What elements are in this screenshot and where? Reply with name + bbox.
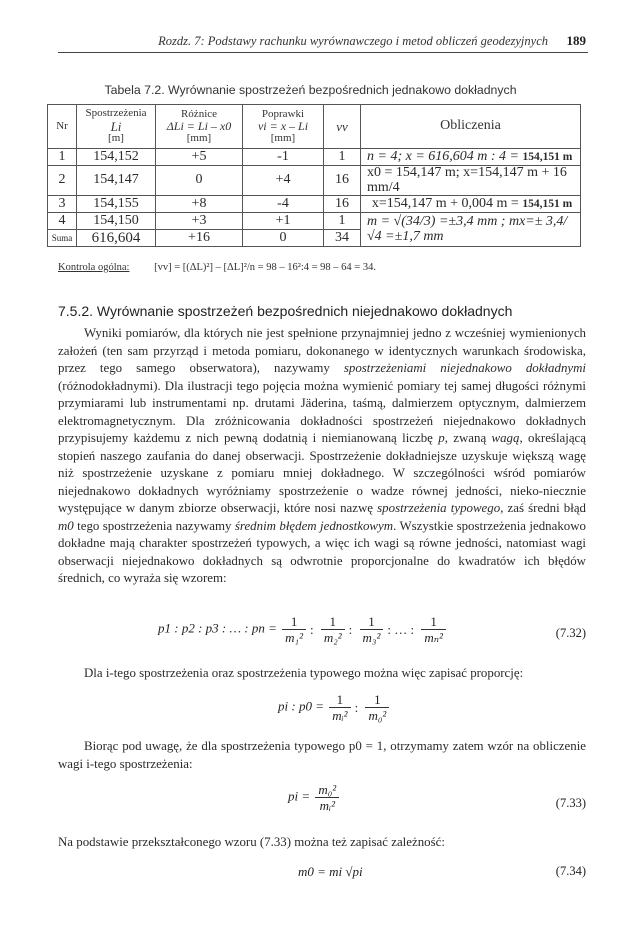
sum-vv: 34 <box>324 230 361 247</box>
general-check <box>58 262 578 273</box>
row-correction: +1 <box>243 213 324 230</box>
equation-7-34 <box>58 860 586 884</box>
body-paragraph: Dla i-tego spostrzeżenia oraz spostrzeżenia typowego można więc zapisać proporcję: <box>84 666 524 680</box>
symbol-p: p <box>438 431 445 445</box>
chapter-title: Rozdz. 7: Podstawy rachunku wyrównawczego i metod obliczeń geodezyjnych <box>158 34 548 48</box>
equation-7-33 <box>58 778 586 828</box>
header-observations <box>77 105 156 149</box>
equation-body: m0 = mi √pi <box>298 864 363 879</box>
text-run: . Wszystkie spostrzeżenia jednakowo dokładne mają charakter spostrzeżeń typowych, a więc ich wagi są równe jedności, natomiast wagi obserwacji niejednakowo dokładnych są odwrotnie proporcjonalne do kwadratów ich błędów średnich, co wyraża się wzorem: <box>58 518 586 585</box>
observations-table <box>47 104 581 247</box>
equation-lhs: pi : p0 = <box>278 698 324 714</box>
sum-difference: +16 <box>156 230 243 247</box>
calc-line-3 <box>361 196 581 213</box>
equation-body: p1 : p2 : p3 : … : pn = $\frac{1}{\text{m₁²}}$ : $\frac{1}{\text{m₂²}}$ : $\frac{1}{\text{m₃²}}$ : … : $\frac{1}{\text{mₙ²}}$ <box>158 614 448 645</box>
text-run: tego spostrzeżenia nazywamy <box>73 518 235 533</box>
body-paragraph: Biorąc pod uwagę, że dla spostrzeżenia typowego p0 = 1, otrzymamy zatem wzór na obliczenie wagi i-tego spostrzeżenia: <box>58 739 586 771</box>
table-caption: Tabela 7.2. Wyrównanie spostrzeżeń bezpośrednich jednakowo dokładnych <box>104 83 517 97</box>
equation-proportion <box>58 688 586 732</box>
table-row <box>48 166 581 196</box>
table-row <box>48 196 581 213</box>
header-observations-label: Spostrzeżenia <box>85 107 147 120</box>
header-vv: vv <box>324 105 361 149</box>
equation-number: (7.33) <box>555 796 586 810</box>
term-emphasis: średnim błędem jednostkowym <box>234 518 394 533</box>
row-observation: 154,150 <box>77 213 156 230</box>
symbol-m0: m0 <box>58 518 74 533</box>
table-header-row <box>48 105 581 149</box>
calc-line-4: m = √(34/3) =±3,4 mm ; mx=± 3,4/√4 =±1,7 mm <box>361 213 581 247</box>
equation-lhs: p1 : p2 : p3 : … : pn = <box>158 620 277 636</box>
body-paragraph <box>58 325 586 588</box>
text-run: , określającą stopień naszego zaufania do danej obserwacji. Spostrzeżenie dokładniejsze uzyskuje większą wagę niż spostrzeżenie uzyskane z pomiaru mniej dokładnego. W szczególności wśród pomiarów niejednakowo dokładnych wyróżniamy spostrzeżenie o wadze równej jedności, nieko-niecznie występujące w danym zbiorze obserwacji, które nosi nazwę <box>58 431 586 515</box>
fraction: $\frac{1}{\text{m₃²}}$ <box>360 614 384 645</box>
header-differences <box>156 105 243 149</box>
term-emphasis: spostrzeżeniami niejednakowo dokładnymi <box>343 361 586 375</box>
header-differences-unit: [mm] <box>186 131 212 144</box>
calc-line-1-result: 154,151 m <box>522 150 573 163</box>
fraction: $\frac{1}{\text{m₁²}}$ <box>282 614 306 645</box>
row-observation: 154,152 <box>77 149 156 166</box>
fraction: $\frac{1}{\text{m₂²}}$ <box>321 614 345 645</box>
row-observation: 154,147 <box>77 166 156 196</box>
row-nr: 3 <box>48 196 77 213</box>
row-difference: +3 <box>156 213 243 230</box>
row-nr: 4 <box>48 213 77 230</box>
row-difference: 0 <box>156 166 243 196</box>
sum-correction: 0 <box>243 230 324 247</box>
equation-lhs: pi = <box>288 788 311 804</box>
equation-number: (7.34) <box>555 864 586 878</box>
row-nr: 2 <box>48 166 77 196</box>
calc-line-1 <box>361 149 581 166</box>
calc-line-2: x0 = 154,147 m; x=154,147 m + 16 mm/4 <box>361 166 581 196</box>
row-vv: 16 <box>324 196 361 213</box>
row-nr: 1 <box>48 149 77 166</box>
body-paragraph: Na podstawie przekształconego wzoru (7.33) można też zapisać zależność: <box>58 835 445 849</box>
text-run: , zaś średni błąd <box>500 501 586 515</box>
calc-line-3-text: x=154,147 m + 0,004 m = <box>371 196 523 212</box>
sum-observation: 616,604 <box>77 230 156 247</box>
header-calculations: Obliczenia <box>361 105 581 149</box>
calc-line-3-result: 154,151 m <box>522 198 573 211</box>
header-corrections-formula: vi = x – Li <box>257 119 309 134</box>
row-correction: -1 <box>243 149 324 166</box>
row-observation: 154,155 <box>77 196 156 213</box>
general-check-label: Kontrola ogólna: <box>58 262 130 273</box>
equation-7-32 <box>58 608 586 656</box>
sum-label: Suma <box>48 230 77 247</box>
page-number: 189 <box>566 33 586 48</box>
equation-body <box>288 782 341 813</box>
fraction: $\frac{1}{\text{mₙ²}}$ <box>421 614 446 645</box>
header-nr: Nr <box>48 105 77 149</box>
term-emphasis: spostrzeżenia typowego <box>377 501 501 515</box>
general-check-formula: [vv] = [(ΔL)²] – [ΔL]²/n = 98 – 16²:4 = 98 – 64 = 34. <box>154 262 376 273</box>
header-differences-label: Różnice <box>180 107 218 120</box>
row-correction: +4 <box>243 166 324 196</box>
header-observations-symbol: Li <box>110 118 122 134</box>
equation-number: (7.32) <box>555 626 586 640</box>
fraction: $\frac{1}{\text{mᵢ²}}$ <box>329 692 350 723</box>
row-correction: -4 <box>243 196 324 213</box>
header-differences-formula: ΔLi = Li – x0 <box>166 119 232 134</box>
header-corrections <box>243 105 324 149</box>
header-corrections-unit: [mm] <box>270 131 296 144</box>
header-corrections-label: Poprawki <box>261 107 305 120</box>
table-row <box>48 213 581 230</box>
row-vv: 16 <box>324 166 361 196</box>
row-vv: 1 <box>324 213 361 230</box>
row-difference: +8 <box>156 196 243 213</box>
text-run: , zwaną <box>444 431 492 445</box>
table-row <box>48 149 581 166</box>
header-observations-unit: [m] <box>108 132 124 145</box>
fraction: $\frac{\text{m₀²}}{\text{mᵢ²}}$ <box>315 782 339 813</box>
fraction: $\frac{1}{\text{m₀²}}$ <box>365 692 389 723</box>
running-header <box>58 34 588 53</box>
text-run: Wyniki pomiarów, dla których nie jest spełnione przynajmniej jedno z wcześniej wymienionych założeń (ten sam przyrząd i metoda pomiaru, dokonanego w identycznych warunkach środowiska, przez tego samego obserwatora), nazywamy <box>58 326 586 375</box>
calc-line-1-text: n = 4; x = 616,604 m : 4 = <box>367 148 523 164</box>
text-run: (różnodokładnymi). Dla ilustracji tego pojęcia można wymienić pomiary tej samej długości różnymi przymiarami lub instrumentami np. drutami Jäderina, taśmą, dalmierzem optycznym, dalmierzem elektromagnetycznym. Dla zróżnicowania dokładności spostrzeżeń niejednakowo dokładnych przypisujemy każdemu z nich pewną dodatnią i niemianowaną liczbę <box>58 378 586 445</box>
row-vv: 1 <box>324 149 361 166</box>
equation-body: pi : p0 = $\frac{1}{\text{mᵢ²}}$ : $\frac{1}{\text{m₀²}}$ <box>278 692 391 723</box>
term-emphasis: wagą <box>491 431 520 445</box>
section-heading: 7.5.2. Wyrównanie spostrzeżeń bezpośrednich niejednakowo dokładnych <box>58 303 513 319</box>
row-difference: +5 <box>156 149 243 166</box>
